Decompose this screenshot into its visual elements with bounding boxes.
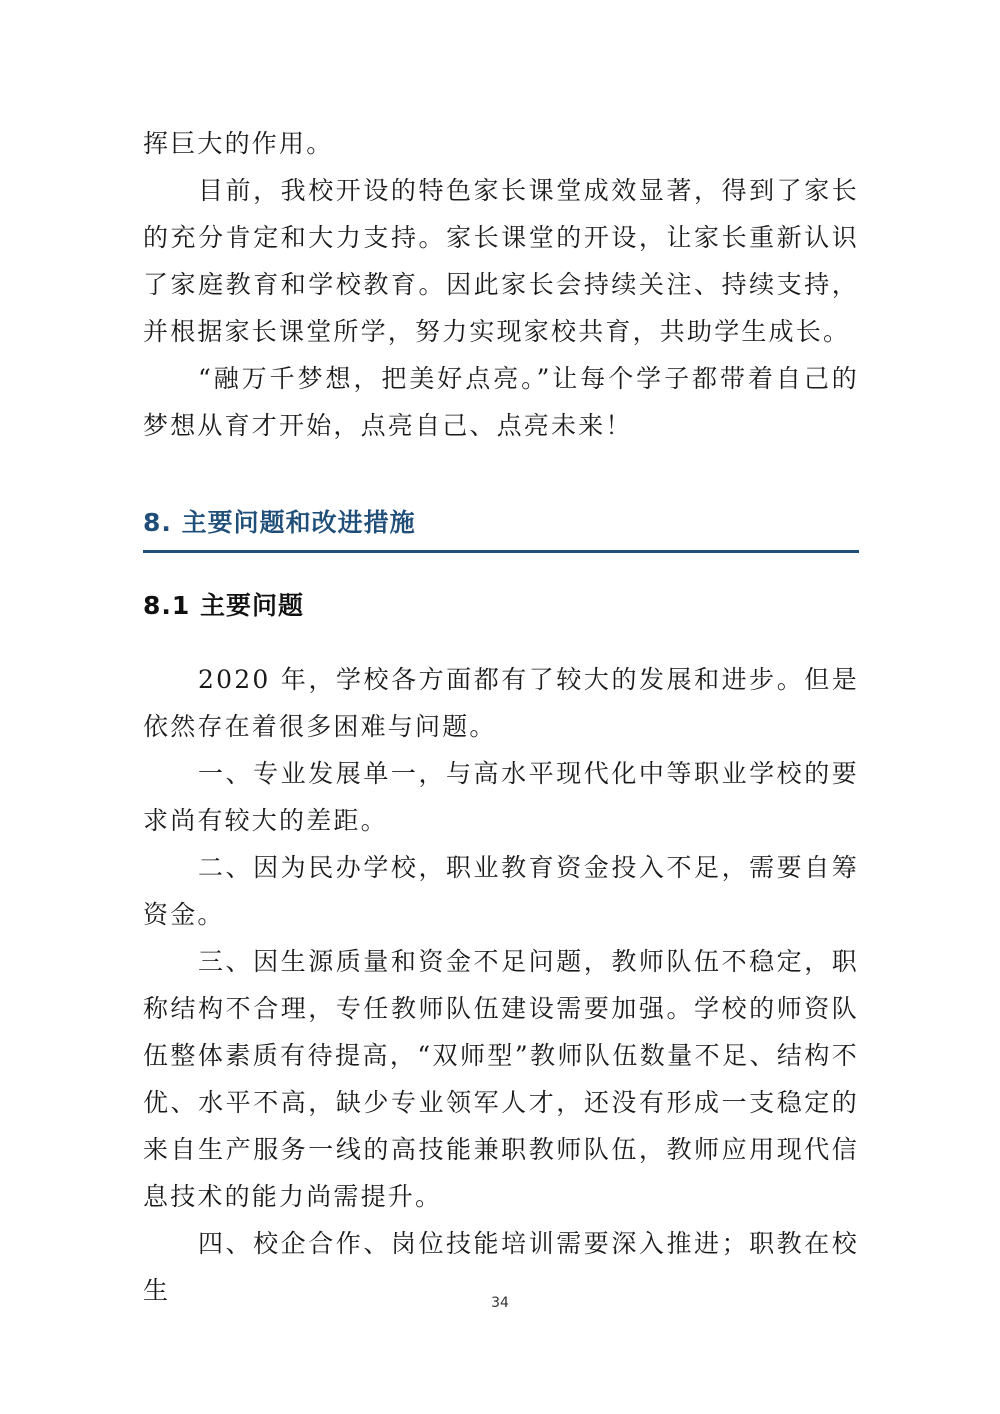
paragraph-issue-2: 二、因为民办学校，职业教育资金投入不足，需要自筹资金。 — [143, 853, 859, 929]
paragraph-issue-3: 三、因生源质量和资金不足问题，教师队伍不稳定，职称结构不合理，专任教师队伍建设需要加强。学校的师资队伍整体素质有待提高，“双师型”教师队伍数量不足、结构不优、水平不高，缺少专业领军人才，还没有形成一支稳定的来自生产服务一线的高技能兼职教师队伍，教师应用现代信息技术的能力尚需提升。 — [143, 947, 859, 1211]
section-divider — [143, 550, 859, 553]
paragraph-parent-class: 目前，我校开设的特色家长课堂成效显著，得到了家长的充分肯定和大力支持。家长课堂的开设，让家长重新认识了家庭教育和学校教育。因此家长会持续关注、持续支持，并根据家长课堂所学，努力实现家校共育，共助学生成长。 — [143, 176, 859, 346]
section-heading: 8. 主要问题和改进措施 — [143, 508, 416, 537]
subsection-heading: 8.1 主要问题 — [143, 591, 304, 620]
page-number: 34 — [491, 1295, 509, 1311]
paragraph-issue-1: 一、专业发展单一，与高水平现代化中等职业学校的要求尚有较大的差距。 — [143, 759, 859, 835]
paragraph-slogan: “融万千梦想，把美好点亮。”让每个学子都带着自己的梦想从育才开始，点亮自己、点亮未来！ — [143, 364, 859, 440]
paragraph-continuation: 挥巨大的作用。 — [143, 129, 334, 158]
paragraph-issue-4: 四、校企合作、岗位技能培训需要深入推进；职教在校生 — [143, 1229, 859, 1305]
paragraph-intro: 2020 年，学校各方面都有了较大的发展和进步。但是依然存在着很多困难与问题。 — [143, 665, 859, 741]
